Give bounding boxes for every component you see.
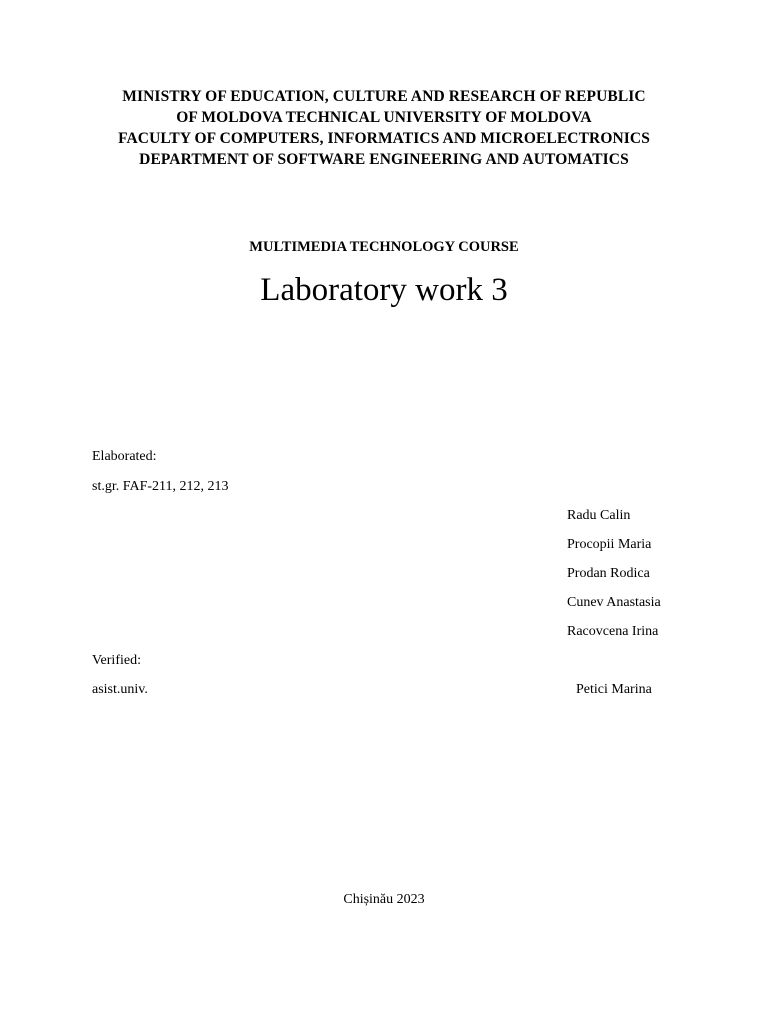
document-title: Laboratory work 3 [260,272,508,308]
student-name: Racovcena Irina [567,624,659,639]
elaborated-label: Elaborated: [92,449,157,464]
verifier-position: asist.univ. [92,682,148,697]
institution-header [0,86,768,170]
student-name: Procopii Maria [567,537,652,552]
student-name: Radu Calin [567,508,631,523]
verifier-name: Petici Marina [576,682,652,697]
header-line-3: FACULTY OF COMPUTERS, INFORMATICS AND MICROELECTRONICS [118,130,650,147]
student-name: Cunev Anastasia [567,595,661,610]
student-group: st.gr. FAF-211, 212, 213 [92,479,229,494]
student-name: Prodan Rodica [567,566,650,581]
header-line-1: MINISTRY OF EDUCATION, CULTURE AND RESEARCH OF REPUBLIC [122,88,646,105]
header-line-4: DEPARTMENT OF SOFTWARE ENGINEERING AND AUTOMATICS [139,151,629,168]
course-name: MULTIMEDIA TECHNOLOGY COURSE [249,239,519,255]
city-year: Chișinău 2023 [343,892,425,907]
verified-label: Verified: [92,653,141,668]
header-line-2: OF MOLDOVA TECHNICAL UNIVERSITY OF MOLDOVA [176,109,592,126]
